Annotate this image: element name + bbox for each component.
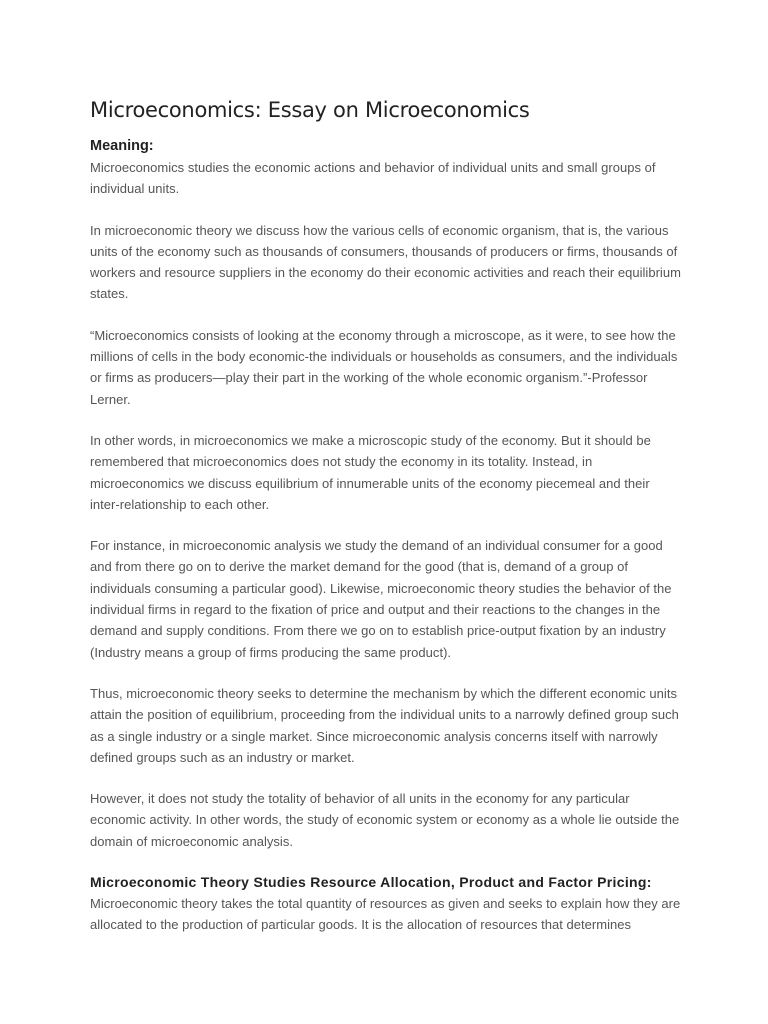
paragraph: In other words, in microeconomics we make a microscopic study of the economy. But it should be remembered that microeconomics does not study the economy in its totality. Instead, in microeconomics we discuss equilibrium of innumerable units of the economy piecemeal and their inter-relationship to each other. — [90, 432, 651, 512]
paragraph: Thus, microeconomic theory seeks to determine the mechanism by which the different economic units attain the position of equilibrium, proceeding from the individual units to a narrowly defined group such as a single industry or a single market. Since microeconomic analysis concerns itself with narrowly defined groups such as an industry or market. — [90, 685, 679, 765]
quote-paragraph: “Microeconomics consists of looking at the economy through a microscope, as it were, to see how the millions of cells in the body economic-the individuals or households as consumers, and the individuals or firms as producers—play their part in the working of the whole economic organism.”-Professor Lerner. — [90, 327, 678, 407]
section-heading: Microeconomic Theory Studies Resource Allocation, Product and Factor Pricing: — [90, 874, 652, 891]
paragraph: Microeconomics studies the economic actions and behavior of individual units and small groups of individual units. — [90, 160, 656, 197]
section-paragraph: Microeconomic theory takes the total quantity of resources as given and seeks to explain how they are allocated to the production of particular goods. It is the allocation of resources that determines — [90, 896, 681, 933]
page-title: Microeconomics: Essay on Microeconomics — [90, 98, 530, 122]
paragraph: For instance, in microeconomic analysis we study the demand of an individual consumer for a good and from there go on to derive the market demand for the good (that is, demand of a group of individuals consuming a particular good). Likewise, microeconomic theory studies the behavior of the individual firms in regard to the fixation of price and output and their reactions to the changes in the demand and supply conditions. From there we go on to establish price-output fixation by an industry (Industry means a group of firms producing the same product). — [90, 538, 672, 660]
paragraph: In microeconomic theory we discuss how the various cells of economic organism, that is, the various units of the economy such as thousands of consumers, thousands of producers or firms, thousands of workers and resource suppliers in the economy do their economic activities and reach their equilibrium states. — [90, 222, 681, 302]
document-page — [90, 96, 682, 936]
meaning-heading: Meaning: — [90, 138, 154, 154]
paragraph: However, it does not study the totality of behavior of all units in the economy for any particular economic activity. In other words, the study of economic system or economy as a whole lie outside the domain of microeconomic analysis. — [90, 791, 680, 849]
